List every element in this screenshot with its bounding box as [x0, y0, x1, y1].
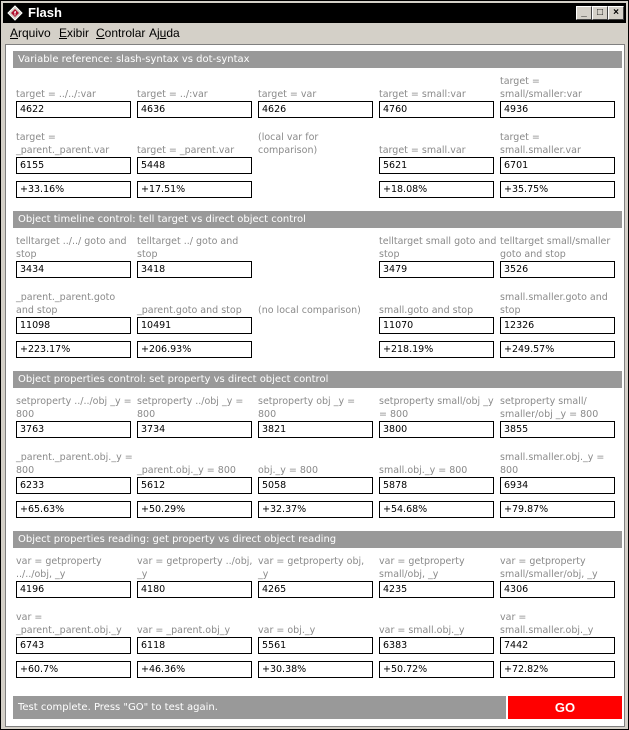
test-label [258, 287, 376, 317]
percent-field: +72.82% [500, 661, 615, 678]
test-label-text: target = small/smaller:var [500, 76, 582, 100]
time-field: 11098 [16, 317, 131, 334]
time-field: 6934 [500, 477, 615, 494]
test-label-text: var = getproperty small/obj, _y [379, 556, 465, 580]
menu-bar [3, 24, 626, 43]
time-field: 5058 [258, 477, 373, 494]
time-field: 4180 [137, 581, 252, 598]
test-label-text: target = small.smaller.var [500, 132, 581, 156]
test-label [137, 71, 255, 101]
test-label [500, 551, 618, 581]
test-label-text: var = getproperty small/smaller/obj, _y [500, 556, 598, 580]
percent-field: +32.37% [258, 501, 373, 518]
test-label [137, 127, 255, 157]
test-label-text: var = getproperty obj, _y [258, 556, 365, 580]
time-field: 3855 [500, 421, 615, 438]
test-label-text: var = _parent._parent.obj._y [16, 612, 122, 636]
test-label [500, 391, 618, 421]
flash-stage [5, 44, 625, 727]
test-label-text: (no local comparison) [258, 305, 361, 316]
test-label-text: small.smaller.goto and stop [500, 292, 608, 316]
test-label-text: _parent._parent.obj._y = 800 [16, 452, 133, 476]
maximize-button[interactable]: □ [592, 6, 608, 20]
svg-text:f: f [14, 11, 16, 18]
test-label [500, 71, 618, 101]
test-label [258, 127, 376, 157]
test-label-text: var = obj._y [258, 625, 316, 636]
test-label-text: var = _parent.obj_y [137, 625, 231, 636]
test-label-text: setproperty obj _y = 800 [258, 396, 356, 420]
test-label-text: (local var for comparison) [258, 132, 319, 156]
test-label-text: target = _parent._parent.var [16, 132, 110, 156]
percent-field: +223.17% [16, 341, 131, 358]
test-label-text: setproperty ../../obj _y = 800 [16, 396, 132, 420]
percent-field: +33.16% [16, 181, 131, 198]
test-label [379, 551, 497, 581]
test-label-text: target = small.var [379, 145, 466, 156]
test-label [258, 447, 376, 477]
percent-field: +60.7% [16, 661, 131, 678]
test-label [137, 447, 255, 477]
menu-ajuda[interactable]: Ajuda [149, 26, 180, 40]
percent-field: +206.93% [137, 341, 252, 358]
test-label [258, 71, 376, 101]
time-field: 11070 [379, 317, 494, 334]
time-field: 6701 [500, 157, 615, 174]
time-field: 4265 [258, 581, 373, 598]
test-label [500, 447, 618, 477]
test-label-text: _parent.obj._y = 800 [137, 465, 236, 476]
time-field: 4306 [500, 581, 615, 598]
test-label [500, 127, 618, 157]
percent-field: +79.87% [500, 501, 615, 518]
test-label [379, 127, 497, 157]
test-label [379, 287, 497, 317]
percent-field: +249.57% [500, 341, 615, 358]
test-label [379, 391, 497, 421]
test-label [137, 391, 255, 421]
percent-field: +50.29% [137, 501, 252, 518]
time-field: 3479 [379, 261, 494, 278]
flash-app-icon [7, 5, 23, 21]
test-label [258, 391, 376, 421]
percent-field: +218.19% [379, 341, 494, 358]
time-field: 3734 [137, 421, 252, 438]
test-label-text: small.obj._y = 800 [379, 465, 468, 476]
percent-field: +35.75% [500, 181, 615, 198]
test-label-text: _parent.goto and stop [137, 305, 242, 316]
test-label-text: setproperty ../obj _y = 800 [137, 396, 244, 420]
time-field: 5621 [379, 157, 494, 174]
menu-controlar[interactable]: Controlar [96, 26, 146, 40]
test-label [16, 127, 134, 157]
menu-arquivo[interactable]: Arquivo [10, 26, 51, 40]
test-label-text: telltarget small/smaller goto and stop [500, 236, 611, 260]
percent-field: +65.63% [16, 501, 131, 518]
test-label [137, 287, 255, 317]
test-label [16, 447, 134, 477]
test-label [379, 231, 497, 261]
test-label-text: obj._y = 800 [258, 465, 319, 476]
time-field: 12326 [500, 317, 615, 334]
test-label [137, 607, 255, 637]
minimize-button[interactable]: _ [576, 6, 592, 20]
test-label-text: target = var [258, 89, 317, 100]
test-label-text: var = small.smaller.obj._y [500, 612, 594, 636]
test-label-text: small.smaller.obj._y = 800 [500, 452, 605, 476]
test-label [16, 607, 134, 637]
test-label-text: small.goto and stop [379, 305, 474, 316]
time-field: 4196 [16, 581, 131, 598]
test-label [500, 231, 618, 261]
test-label [137, 551, 255, 581]
section-header-properties-control: Object properties control: set property vs direct object control [13, 371, 622, 388]
test-label [16, 391, 134, 421]
test-label [379, 607, 497, 637]
time-field: 6743 [16, 637, 131, 654]
percent-field: +50.72% [379, 661, 494, 678]
time-field: 6383 [379, 637, 494, 654]
status-bar: Test complete. Press "GO" to test again. [13, 696, 506, 719]
percent-field: +18.08% [379, 181, 494, 198]
test-label-text: setproperty small/ smaller/obj _y = 800 [500, 396, 599, 420]
time-field: 6118 [137, 637, 252, 654]
percent-field: +54.68% [379, 501, 494, 518]
test-label [16, 231, 134, 261]
test-label-text: target = ../:var [137, 89, 208, 100]
time-field: 5561 [258, 637, 373, 654]
time-field: 6155 [16, 157, 131, 174]
time-field: 3418 [137, 261, 252, 278]
time-field: 4626 [258, 101, 373, 118]
test-label-text: var = small.obj._y [379, 625, 465, 636]
close-button[interactable]: × [608, 6, 624, 20]
test-label-text: setproperty small/obj _y = 800 [379, 396, 494, 420]
time-field: 3434 [16, 261, 131, 278]
percent-field: +46.36% [137, 661, 252, 678]
title-bar[interactable] [3, 3, 626, 23]
menu-exibir[interactable]: Exibir [59, 26, 90, 40]
test-label [258, 607, 376, 637]
test-label [500, 607, 618, 637]
test-label [258, 551, 376, 581]
test-label-text: telltarget small goto and stop [379, 236, 497, 260]
test-label [379, 447, 497, 477]
percent-field: +30.38% [258, 661, 373, 678]
test-label-text: telltarget ../../ goto and stop [16, 236, 127, 260]
test-label [16, 287, 134, 317]
section-header-properties-reading: Object properties reading: get property vs direct object reading [13, 531, 622, 548]
section-header-variable-reference: Variable reference: slash-syntax vs dot-syntax [13, 51, 622, 68]
test-label [379, 71, 497, 101]
window-title: Flash [28, 5, 62, 20]
test-label [137, 231, 255, 261]
time-field: 6233 [16, 477, 131, 494]
test-label-text: var = getproperty ../../obj, _y [16, 556, 102, 580]
section-header-timeline-control: Object timeline control: tell target vs direct object control [13, 211, 622, 228]
time-field: 4760 [379, 101, 494, 118]
time-field: 4636 [137, 101, 252, 118]
time-field: 3800 [379, 421, 494, 438]
test-label-text: target = small:var [379, 89, 466, 100]
time-field: 7442 [500, 637, 615, 654]
time-field: 5878 [379, 477, 494, 494]
test-label [500, 287, 618, 317]
time-field: 4235 [379, 581, 494, 598]
test-label-text: target = _parent.var [137, 145, 235, 156]
percent-field: +17.51% [137, 181, 252, 198]
test-label-text: var = getproperty ../obj, _y [137, 556, 253, 580]
time-field: 4936 [500, 101, 615, 118]
time-field: 3821 [258, 421, 373, 438]
test-label [16, 71, 134, 101]
time-field: 3763 [16, 421, 131, 438]
go-button[interactable]: GO [508, 696, 622, 719]
time-field: 5612 [137, 477, 252, 494]
test-label-text: _parent._parent.goto and stop [16, 292, 116, 316]
time-field: 4622 [16, 101, 131, 118]
test-label-text: telltarget ../ goto and stop [137, 236, 239, 260]
time-field: 10491 [137, 317, 252, 334]
time-field: 3526 [500, 261, 615, 278]
time-field: 5448 [137, 157, 252, 174]
test-label [16, 551, 134, 581]
test-label-text: target = ../../:var [16, 89, 96, 100]
